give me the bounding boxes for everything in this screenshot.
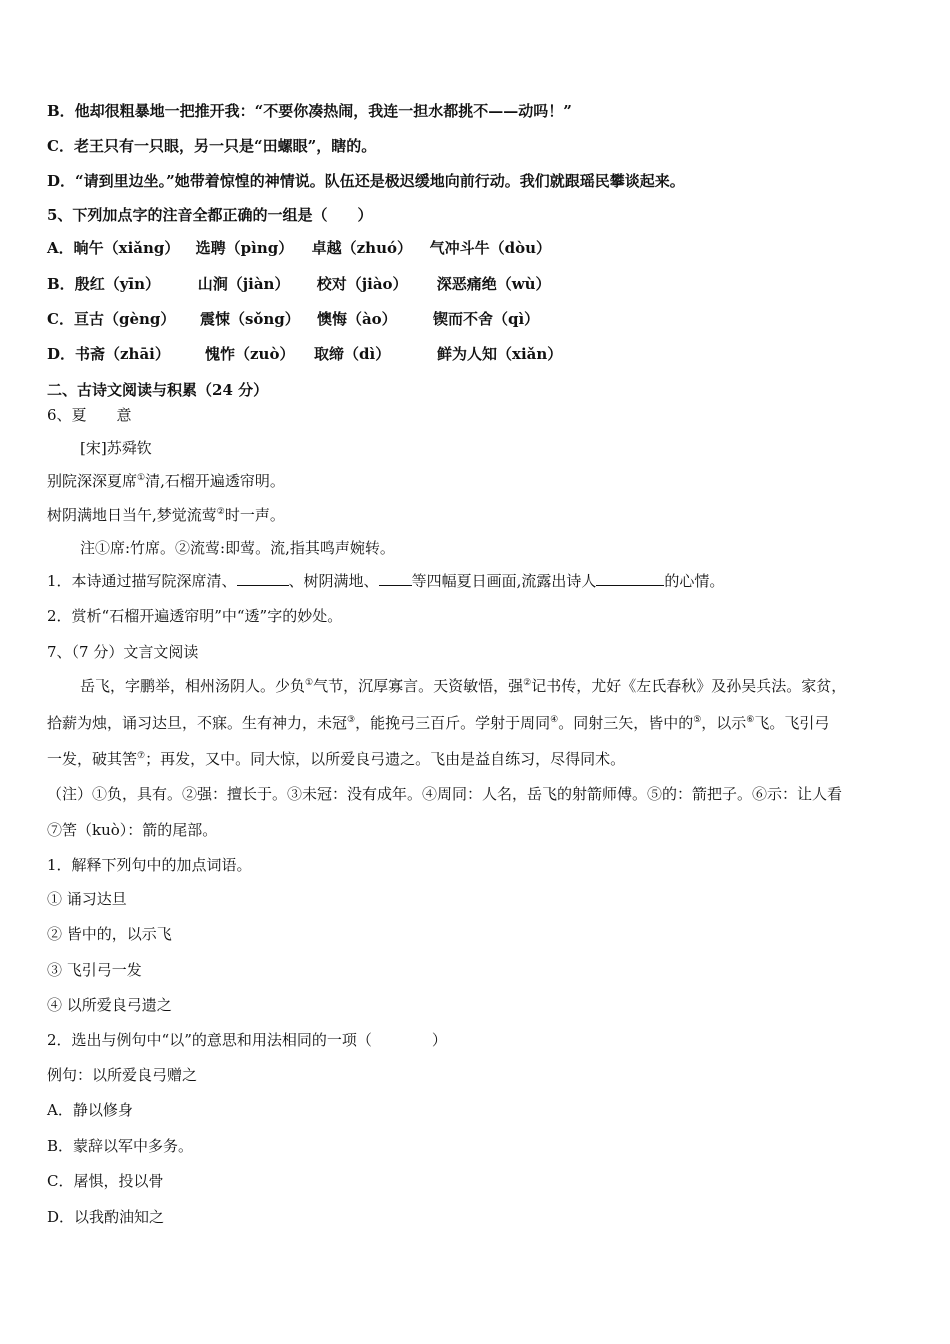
q5-a-item-4: 气冲斗牛（dòu） — [429, 239, 552, 257]
q5-b-item-3: 校对（jiào） — [316, 275, 408, 293]
q5-a-item-3: 卓越（zhuó） — [311, 239, 412, 257]
q7-p2-text-b: ，能挽弓三百斤。学射于周同 — [355, 714, 551, 732]
q7-example: 例句：以所爱良弓赠之 — [47, 1066, 198, 1084]
q5-option-b — [47, 274, 551, 294]
q7-subquestion-2: 2．选出与例句中“以”的意思和用法相同的一项（ ） — [47, 1031, 447, 1049]
q6-blank-2[interactable] — [379, 571, 412, 586]
q7-subquestion-1: 1．解释下列句中的加点词语。 — [47, 856, 252, 874]
q7-p3-note-mark-1: ⑦ — [137, 751, 146, 761]
q6-sub1-text-c: 等四幅夏日画面,流露出诗人 — [411, 572, 597, 590]
q7-item-4: ④ 以所爱良弓遗之 — [47, 996, 172, 1014]
q7-passage-line-1 — [80, 676, 846, 696]
q7-p2-note-mark-4: ⑥ — [746, 715, 755, 725]
q6-subquestion-2: 2．赏析“石榴开遍透帘明”中“透”字的妙处。 — [47, 607, 343, 625]
q5-c-item-2: 震悚（sǒng） — [199, 310, 300, 328]
q6-poem-line-2 — [47, 505, 285, 525]
q6-line2-note-mark: ② — [216, 507, 225, 517]
q4-option-c: C．老王只有一只眼，另一只是“田螺眼”，瞎的。 — [47, 137, 377, 155]
q6-line1-text-a: 别院深深夏席 — [47, 472, 138, 490]
q5-b-item-1: 殷红（yīn） — [74, 275, 161, 293]
q7-p2-text-c: 。同射三矢，皆中的 — [558, 714, 694, 732]
q5-c-label: C． — [47, 310, 74, 328]
q6-line1-note-mark: ① — [137, 473, 146, 483]
q5-d-item-1: 书斋（zhāi） — [75, 345, 170, 363]
q5-stem: 5、下列加点字的注音全都正确的一组是（ ） — [47, 206, 373, 224]
q5-d-item-4: 鲜为人知（xiǎn） — [437, 345, 563, 363]
q7-choice-c: C．屠惧，投以骨 — [47, 1172, 164, 1190]
q7-p1-text-b: 气节，沉厚寡言。天资敏悟，强 — [313, 677, 524, 695]
q7-passage-line-3 — [47, 749, 625, 769]
q7-item-1: ① 诵习达旦 — [47, 890, 127, 908]
q7-p2-text-a: 拾薪为烛，诵习达旦，不寐。生有神力，未冠 — [47, 714, 348, 732]
q6-author: [宋]苏舜钦 — [80, 439, 152, 457]
q6-subquestion-1 — [47, 571, 724, 591]
q6-sub1-text-d: 的心情。 — [664, 572, 725, 590]
q5-c-item-1: 亘古（gèng） — [73, 310, 176, 328]
q5-c-item-4: 锲而不舍（qì） — [432, 310, 540, 328]
q6-line2-text-b: 时一声。 — [224, 506, 285, 524]
q7-item-3: ③ 飞引弓一发 — [47, 961, 142, 979]
q5-option-c — [47, 309, 539, 329]
q5-b-item-4: 深恶痛绝（wù） — [436, 275, 551, 293]
q7-notes-line-1: （注）①负，具有。②强：擅长于。③未冠：没有成年。④周同：人名，岳飞的射箭师傅。⑤的：箭把子。⑥示：让人看 — [47, 785, 843, 803]
q6-sub1-text-a: 1．本诗通过描写院深席清、 — [47, 572, 237, 590]
q5-a-label: A． — [47, 239, 74, 257]
q7-choice-a: A．静以修身 — [47, 1101, 133, 1119]
q5-a-item-2: 选聘（pìng） — [195, 239, 294, 257]
q5-d-label: D． — [47, 345, 76, 363]
q5-option-d — [47, 344, 562, 364]
q6-blank-3[interactable] — [596, 571, 664, 586]
section-2-heading: 二、古诗文阅读与积累（24 分） — [47, 381, 269, 399]
q4-option-b: B．他却很粗暴地一把推开我：“不要你凑热闹，我连一担水都挑不——动吗！” — [47, 102, 572, 120]
q7-p2-text-e: 飞。飞引弓 — [754, 714, 830, 732]
q7-p3-text-b: ；再发，又中。同大惊，以所爱良弓遗之。飞由是益自练习，尽得同术。 — [145, 750, 626, 768]
q7-choice-d: D．以我酌油知之 — [47, 1208, 165, 1226]
q5-option-a — [47, 238, 551, 258]
q5-d-item-2: 愧怍（zuò） — [205, 345, 295, 363]
q6-sub1-text-b: 、树阴满地、 — [288, 572, 379, 590]
q6-note: 注①席:竹席。②流莺:即莺。流,指其鸣声婉转。 — [80, 539, 395, 557]
q7-title: 7、（7 分）文言文阅读 — [47, 643, 199, 661]
q7-p1-text-c: 记书传，尤好《左氏春秋》及孙吴兵法。家贫， — [531, 677, 847, 695]
q6-title: 6、夏 意 — [47, 406, 132, 424]
q7-p1-note-mark-1: ① — [305, 678, 314, 688]
q7-notes-line-2: ⑦筈（kuò）：箭的尾部。 — [47, 821, 218, 839]
q5-d-item-3: 取缔（dì） — [314, 345, 391, 363]
q6-poem-line-1 — [47, 471, 285, 491]
q7-choice-b: B．蒙辞以军中多务。 — [47, 1137, 194, 1155]
q7-p3-text-a: 一发，破其筈 — [47, 750, 138, 768]
q7-passage-line-2 — [47, 713, 829, 733]
q7-p2-text-d: ，以示 — [701, 714, 747, 732]
q7-p2-note-mark-2: ④ — [550, 715, 559, 725]
q7-item-2: ② 皆中的，以示飞 — [47, 925, 172, 943]
q6-line1-text-b: 清,石榴开遍透帘明。 — [145, 472, 285, 490]
q5-b-label: B． — [47, 275, 75, 293]
q7-p2-note-mark-1: ③ — [347, 715, 356, 725]
q5-b-item-2: 山涧（jiàn） — [197, 275, 290, 293]
q4-option-d: D．“请到里边坐。”她带着惊惶的神情说。队伍还是极迟缓地向前行动。我们就跟瑶民攀谈起来。 — [47, 172, 685, 190]
q5-a-item-1: 晌午（xiǎng） — [73, 239, 180, 257]
q7-p2-note-mark-3: ⑤ — [693, 715, 702, 725]
q7-p1-text-a: 岳飞，字鹏举，相州汤阴人。少负 — [80, 677, 306, 695]
q5-c-item-3: 懊悔（ào） — [316, 310, 397, 328]
q6-line2-text-a: 树阴满地日当午,梦觉流莺 — [47, 506, 217, 524]
q7-p1-note-mark-2: ② — [523, 678, 532, 688]
q6-blank-1[interactable] — [237, 571, 289, 586]
